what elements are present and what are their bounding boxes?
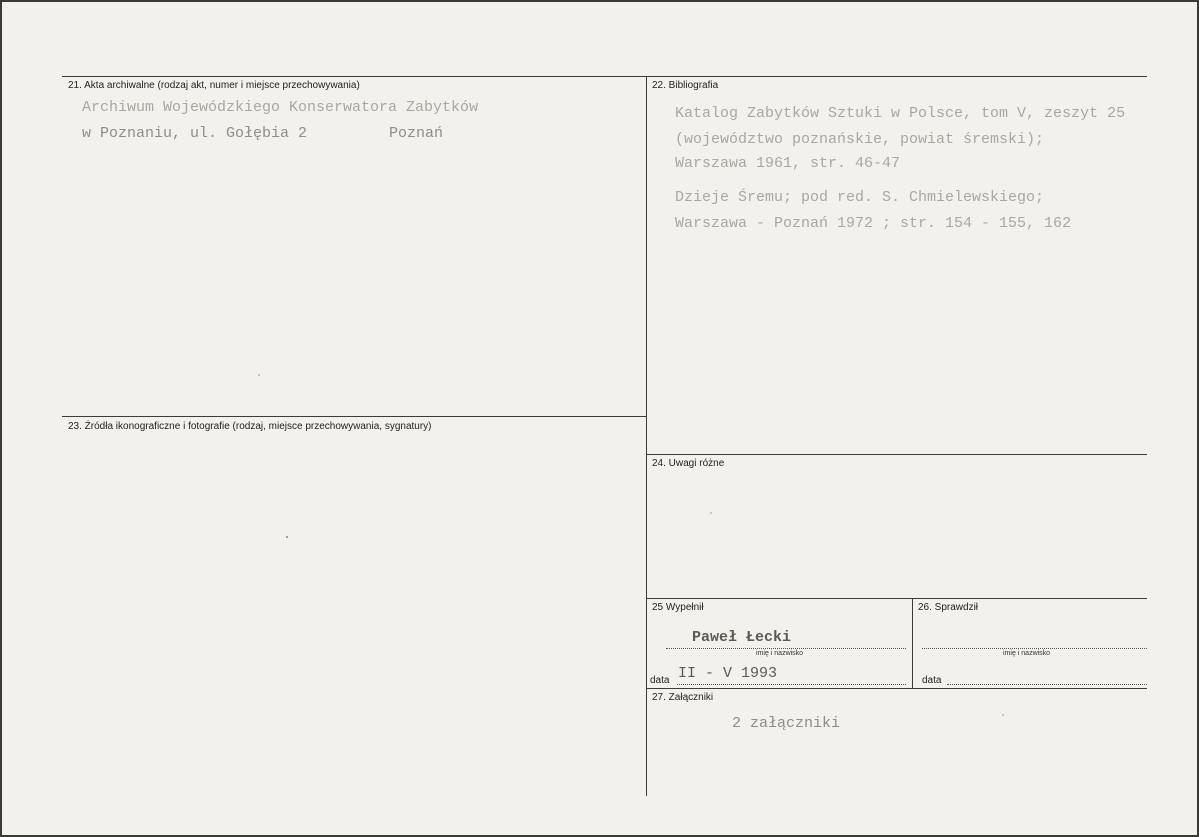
checked-by-name-line [922, 648, 1147, 649]
bibliography-line-5: Warszawa - Poznań 1972 ; str. 154 - 155, 162 [675, 215, 1072, 232]
rule-22-24 [647, 454, 1147, 455]
rule-24-25 [647, 598, 1147, 599]
section-25-label: 25 Wypełnił [652, 602, 704, 613]
section-21-line1: Archiwum Wojewódzkiego Konserwatora Zabytków [82, 99, 479, 116]
section-27-label: 27. Załączniki [652, 692, 714, 703]
paper-speck [286, 536, 288, 538]
filled-by-date-line [677, 684, 906, 685]
paper-speck [1002, 714, 1004, 716]
filled-by-date-label: data [650, 675, 670, 686]
divider-25-26 [912, 598, 913, 688]
filled-by-name: Paweł Łecki [692, 629, 792, 646]
bibliography-line-4: Dzieje Śremu; pod red. S. Chmielewskiego; [675, 189, 1045, 206]
section-22-label: 22. Bibliografia [652, 80, 719, 91]
section-21-label: 21. Akta archiwalne (rodzaj akt, numer i miejsce przechowywania) [68, 80, 360, 91]
section-23-label: 23. Źródła ikonograficzne i fotografie (rodzaj, miejsce przechowywania, sygnatury) [68, 421, 432, 432]
filled-by-name-line [666, 648, 906, 649]
top-rule [62, 76, 1147, 77]
checked-by-name-caption: imię i nazwisko [1003, 650, 1051, 657]
bibliography-line-1: Katalog Zabytków Sztuki w Polsce, tom V, zeszyt 25 [675, 105, 1126, 122]
paper-speck [710, 512, 712, 514]
section-21-line2-right: Poznań [389, 125, 444, 142]
section-21-line2: w Poznaniu, ul. Gołębia 2 [82, 125, 308, 142]
filled-by-name-caption: imię i nazwisko [756, 650, 804, 657]
filled-by-date: II - V 1993 [678, 665, 778, 682]
attachments-value: 2 załączniki [732, 715, 841, 732]
rule-21-23 [62, 416, 647, 417]
rule-25-27 [647, 688, 1147, 689]
section-24-label: 24. Uwagi różne [652, 458, 725, 469]
inventory-card [2, 2, 1197, 835]
paper-speck [258, 374, 260, 376]
checked-by-date-label: data [922, 675, 942, 686]
checked-by-date-line [947, 684, 1147, 685]
section-26-label: 26. Sprawdził [918, 602, 979, 613]
bibliography-line-2: (województwo poznańskie, powiat śremski); [675, 131, 1045, 148]
bibliography-line-3: Warszawa 1961, str. 46-47 [675, 155, 901, 172]
